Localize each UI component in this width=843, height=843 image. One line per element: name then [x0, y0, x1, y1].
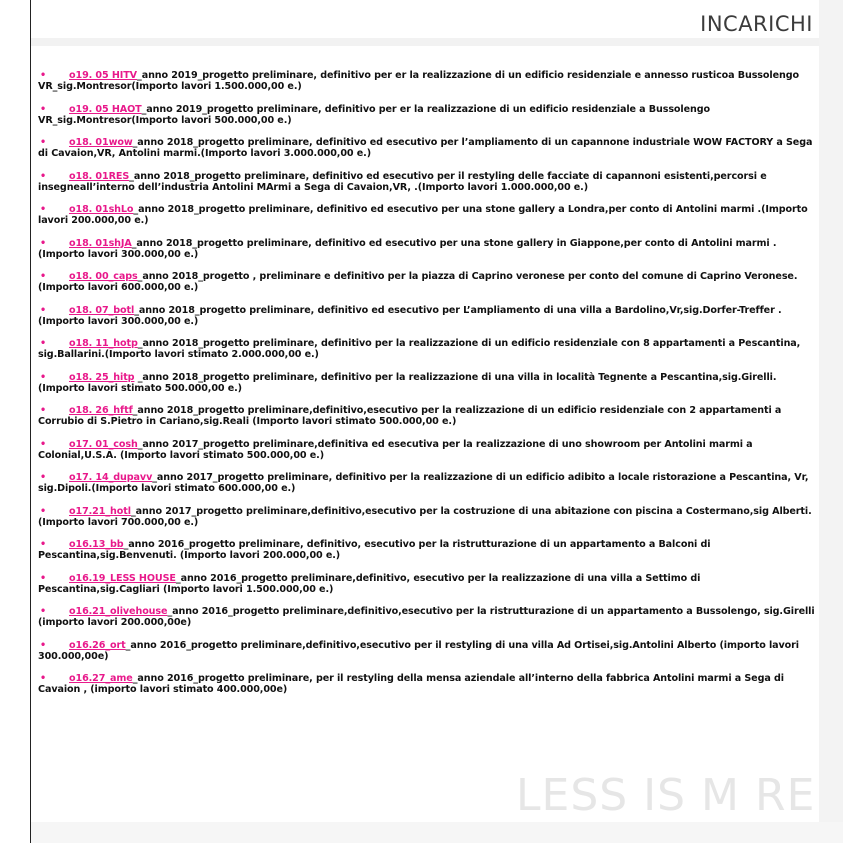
list-item	[38, 338, 820, 360]
project-code-link[interactable]: o18. 00_caps	[69, 271, 138, 282]
list-item	[38, 439, 820, 461]
bullet-icon: •	[40, 70, 47, 81]
project-description: _anno 2018_progetto preliminare, definitivo per la realizzazione di una villa in località Tegnente a Pescantina,sig.Girelli. (Importo lavori stimato 500.000,00 e.)	[38, 371, 777, 394]
project-code-link[interactable]: o16.13_bb	[69, 539, 124, 550]
bullet-icon: •	[40, 673, 47, 684]
project-description: _anno 2018_progetto preliminare, definitivo ed esecutivo per l’ampliamento di un capannone industriale WOW FACTORY a Sega di Cavaion,VR, Antolini marmi.(Importo lavori 3.000.000,00 e.)	[38, 137, 813, 159]
project-code-link[interactable]: o16.26_ort	[69, 639, 126, 651]
bullet-icon: •	[40, 539, 47, 550]
bullet-icon: •	[40, 639, 47, 651]
bullet-icon: •	[40, 271, 47, 282]
project-description: _anno 2016_progetto preliminare,definitivo, esecutivo per la realizzazione di una villa a Settimo di Pescantina,sig.Cagliari (Importo lavori 1.500.000,00 e.)	[38, 572, 701, 595]
list-item	[38, 271, 820, 293]
list-item	[38, 305, 820, 327]
header-bar	[31, 38, 819, 46]
project-code-link[interactable]: o18. 01RES	[69, 170, 130, 182]
project-code-link[interactable]: o17. 14_dupavv	[69, 472, 153, 483]
project-description: _anno 2019_progetto preliminare, definitivo per er la realizzazione di un edificio residenziale a Bussolengo VR_sig.Montresor(Importo lavori 500.000,00 e.)	[38, 103, 711, 126]
project-description: _anno 2019_progetto preliminare, definitivo per er la realizzazione di un edificio residenziale e annesso rusticoa Bussolengo VR_sig.Montresor(Importo lavori 1.500.000,00 e.)	[38, 70, 799, 92]
project-code-link[interactable]: o18. 25_hitp	[69, 371, 135, 383]
project-code-link[interactable]: o18. 11_hotp	[69, 338, 138, 349]
bullet-icon: •	[40, 405, 47, 416]
bullet-icon: •	[40, 204, 47, 215]
project-description: _anno 2018_progetto preliminare, definitivo per la realizzazione di un edificio residenziale con 8 appartamenti a Pescantina, sig.Ballarini.(Importo lavori stimato 2.000.000,00 e.)	[38, 338, 801, 360]
project-description: _anno 2016_progetto preliminare, definitivo, esecutivo per la ristrutturazione di un appartamento a Balconi di Pescantina,sig.Benvenuti. (Importo lavori 200.000,00 e.)	[38, 539, 711, 561]
project-description: _anno 2018_progetto , preliminare e definitivo per la piazza di Caprino veronese per conto del comune di Caprino Veronese.(Importo lavori 600.000,00 e.)	[38, 271, 798, 293]
project-code-link[interactable]: o16.19_LESS HOUSE	[69, 572, 176, 584]
list-item	[38, 573, 820, 595]
bullet-icon: •	[40, 472, 47, 483]
bullet-icon: •	[40, 606, 47, 617]
list-item	[38, 640, 820, 662]
project-description: _anno 2018_progetto preliminare, definitivo ed esecutivo per una stone gallery a Londra,per conto di Antolini marmi .(Importo lavori 200.000,00 e.)	[38, 204, 808, 226]
list-item	[38, 673, 820, 695]
list-item	[38, 539, 820, 561]
bullet-icon: •	[40, 438, 47, 450]
bullet-icon: •	[40, 137, 47, 148]
project-code-link[interactable]: o19. 05 HAOT	[69, 103, 142, 115]
watermark-text: LESS IS M RE	[516, 770, 816, 821]
list-item	[38, 104, 820, 126]
project-code-link[interactable]: o18. 26_hftf	[69, 405, 133, 416]
project-code-link[interactable]: o18. 07_botl	[69, 304, 135, 316]
right-shade	[819, 0, 843, 843]
list-item	[38, 171, 820, 193]
project-code-link[interactable]: o18. 01wow	[69, 137, 133, 148]
project-description: _anno 2018_progetto preliminare, definitivo ed esecutivo per una stone gallery in Giappone,per conto di Antolini marmi .(Importo lavori 300.000,00 e.)	[38, 237, 777, 260]
project-description: _anno 2017_progetto preliminare,definitiva ed esecutiva per la realizzazione di uno showroom per Antolini marmi a Colonial,U.S.A. (Importo lavori stimato 500.000,00 e.)	[38, 438, 753, 461]
project-code-link[interactable]: o17. 01_cosh	[69, 438, 138, 450]
list-item	[38, 372, 820, 394]
project-code-link[interactable]: o16.27_ame	[69, 673, 133, 684]
list-item	[38, 405, 820, 427]
project-code-link[interactable]: o17.21_hotl	[69, 505, 131, 517]
list-item	[38, 472, 820, 494]
project-description: _anno 2016_progetto preliminare,definitivo,esecutivo per la ristrutturazione di un appartamento a Bussolengo, sig.Girelli (importo lavori 200.000,00e)	[38, 606, 815, 628]
bullet-icon: •	[40, 103, 47, 115]
bullet-icon: •	[40, 304, 47, 316]
page-title: INCARICHI	[700, 12, 813, 36]
list-item	[38, 506, 820, 528]
project-code-link[interactable]: o19. 05 HITV	[69, 70, 137, 81]
bullet-icon: •	[40, 170, 47, 182]
bullet-icon: •	[40, 338, 47, 349]
project-description: _anno 2018_progetto preliminare,definitivo,esecutivo per la realizzazione di un edificio residenziale con 2 appartamenti a Corrubio di S.Pietro in Cariano,sig.Reali (Importo lavori stimato 500.000,00 e.)	[38, 405, 782, 427]
list-item	[38, 204, 820, 226]
list-item	[38, 606, 820, 628]
project-description: _anno 2017_progetto preliminare, definitivo per la realizzazione di un edificio adibito a locale ristorazione a Pescantina, Vr, sig.Dipoli.(Importo lavori stimato 600.000,00 e.)	[38, 472, 809, 494]
project-description: _anno 2016_progetto preliminare, per il restyling della mensa aziendale all’interno della fabbrica Antolini marmi a Sega di Cavaion , (importo lavori stimato 400.000,00e)	[38, 673, 784, 695]
bottom-shade	[31, 822, 843, 843]
project-code-link[interactable]: o18. 01shJA	[69, 237, 132, 249]
project-code-link[interactable]: o16.21_olivehouse	[69, 606, 168, 617]
bullet-icon: •	[40, 237, 47, 249]
bullet-icon: •	[40, 505, 47, 517]
project-description: _anno 2016_progetto preliminare,definitivo,esecutivo per il restyling di una villa Ad Ortisei,sig.Antolini Alberto (importo lavori 300.000,00e)	[38, 639, 799, 662]
incarichi-list	[38, 70, 820, 707]
list-item	[38, 137, 820, 159]
bullet-icon: •	[40, 371, 47, 383]
list-item	[38, 238, 820, 260]
bullet-icon: •	[40, 572, 47, 584]
project-description: _anno 2018_progetto preliminare, definitivo ed esecutivo per il restyling delle facciate di capannoni esistenti,percorsi e insegneall’interno dell’industria Antolini MArmi a Sega di Cavaion,VR, .(Importo lavori 1.000.000,00 e.)	[38, 170, 767, 193]
project-description: _anno 2018_progetto preliminare, definitivo ed esecutivo per L’ampliamento di una villa a Bardolino,Vr,sig.Dorfer-Treffer .(Importo lavori 300.000,00 e.)	[38, 304, 782, 327]
project-description: _anno 2017_progetto preliminare,definitivo,esecutivo per la costruzione di una abitazione con piscina a Costermano,sig Alberti. (Importo lavori 700.000,00 e.)	[38, 505, 812, 528]
project-code-link[interactable]: o18. 01shLo	[69, 204, 134, 215]
list-item	[38, 70, 820, 92]
